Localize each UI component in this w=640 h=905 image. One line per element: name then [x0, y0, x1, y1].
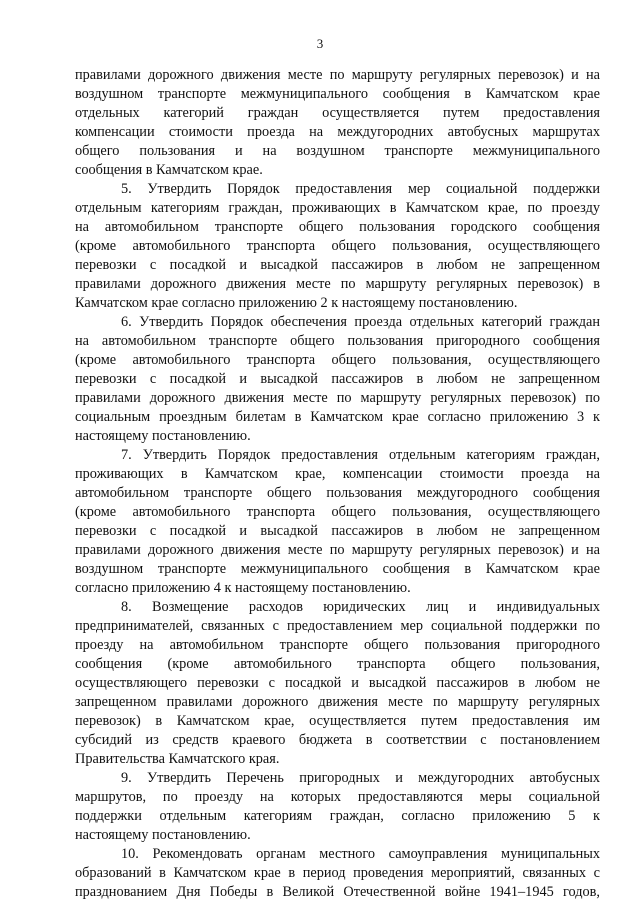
text-line: осуществляющего перевозки с посадкой и высадкой пассажиров в любом не [75, 675, 600, 691]
text-line: на автомобильном транспорте общего пользования пригородного сообщения [75, 333, 600, 349]
text-line: перевозки с посадкой и высадкой пассажиров в любом не запрещенном [75, 257, 600, 273]
text-line: сообщения в Камчатском крае. [75, 162, 263, 178]
text-line: маршрутов, по проезду на которых предоставляются меры социальной [75, 789, 600, 805]
text-line: сообщения (кроме автомобильного транспорта общего пользования, [75, 656, 600, 672]
text-line: отдельным категориям граждан, проживающих в Камчатском крае, по проезду [75, 200, 600, 216]
text-line: (кроме автомобильного транспорта общего пользования, осуществляющего [75, 352, 600, 368]
text-line: на автомобильном транспорте общего пользования городского сообщения [75, 219, 600, 235]
text-line: правилами дорожного движения месте по маршруту регулярных перевозок) и на [75, 67, 600, 83]
text-line: воздушном транспорте межмуниципального сообщения в Камчатском крае [75, 561, 600, 577]
text-line: перевозки с посадкой и высадкой пассажиров в любом не запрещенном [75, 371, 600, 387]
text-line: воздушном транспорте межмуниципального сообщения в Камчатском крае [75, 86, 600, 102]
text-line: перевозки с посадкой и высадкой пассажиров в любом не запрещенном [75, 523, 600, 539]
text-line: проезду на автомобильном транспорте общего пользования пригородного [75, 637, 600, 653]
text-line: проживающих в Камчатском крае, компенсации стоимости проезда на [75, 466, 600, 482]
text-line: поддержки отдельным категориям граждан, согласно приложению 5 к [75, 808, 600, 824]
text-line: согласно приложению 4 к настоящему постановлению. [75, 580, 411, 596]
text-line: предпринимателей, связанных с предоставлением мер социальной поддержки по [75, 618, 600, 634]
text-line: отдельных категорий граждан осуществляется путем предоставления [75, 105, 600, 121]
text-line: автомобильном транспорте общего пользования междугородного сообщения [75, 485, 600, 501]
text-line: 5. Утвердить Порядок предоставления мер социальной поддержки [121, 181, 600, 197]
text-line: субсидий из средств краевого бюджета в соответствии с постановлением [75, 732, 600, 748]
text-line: образований в Камчатском крае в период проведения мероприятий, связанных с [75, 865, 600, 881]
text-line: правилами дорожного движения месте по маршруту регулярных перевозок) по [75, 390, 600, 406]
text-line: компенсации стоимости проезда на междугородних автобусных маршрутах [75, 124, 600, 140]
text-line: Правительства Камчатского края. [75, 751, 280, 767]
text-line: настоящему постановлению. [75, 428, 251, 444]
text-line: социальным проездным билетам в Камчатском крае согласно приложению 3 к [75, 409, 600, 425]
text-line: правилами дорожного движения месте по маршруту регулярных перевозок) в [75, 276, 600, 292]
text-line: празднованием Дня Победы в Великой Отечественной войне 1941–1945 годов, [75, 884, 600, 900]
text-line: общего пользования и на воздушном транспорте межмуниципального [75, 143, 600, 159]
page-number: 3 [316, 36, 324, 51]
text-line: (кроме автомобильного транспорта общего пользования, осуществляющего [75, 504, 600, 520]
text-line: настоящему постановлению. [75, 827, 251, 843]
text-line: 6. Утвердить Порядок обеспечения проезда отдельных категорий граждан [121, 314, 600, 330]
text-line: перевозок) в Камчатском крае, осуществляется путем предоставления им [75, 713, 600, 729]
text-line: 9. Утвердить Перечень пригородных и междугородних автобусных [121, 770, 600, 786]
text-line: запрещенном правилами дорожного движения месте по маршруту регулярных [75, 694, 600, 710]
text-line: правилами дорожного движения месте по маршруту регулярных перевозок) и на [75, 542, 600, 558]
text-line: 7. Утвердить Порядок предоставления отдельным категориям граждан, [121, 447, 600, 463]
text-line: 8. Возмещение расходов юридических лиц и индивидуальных [121, 599, 600, 615]
text-line: 10. Рекомендовать органам местного самоуправления муниципальных [121, 846, 600, 862]
document-body [75, 66, 600, 902]
text-line: (кроме автомобильного транспорта общего пользования, осуществляющего [75, 238, 600, 254]
text-line: Камчатском крае согласно приложению 2 к настоящему постановлению. [75, 295, 518, 311]
